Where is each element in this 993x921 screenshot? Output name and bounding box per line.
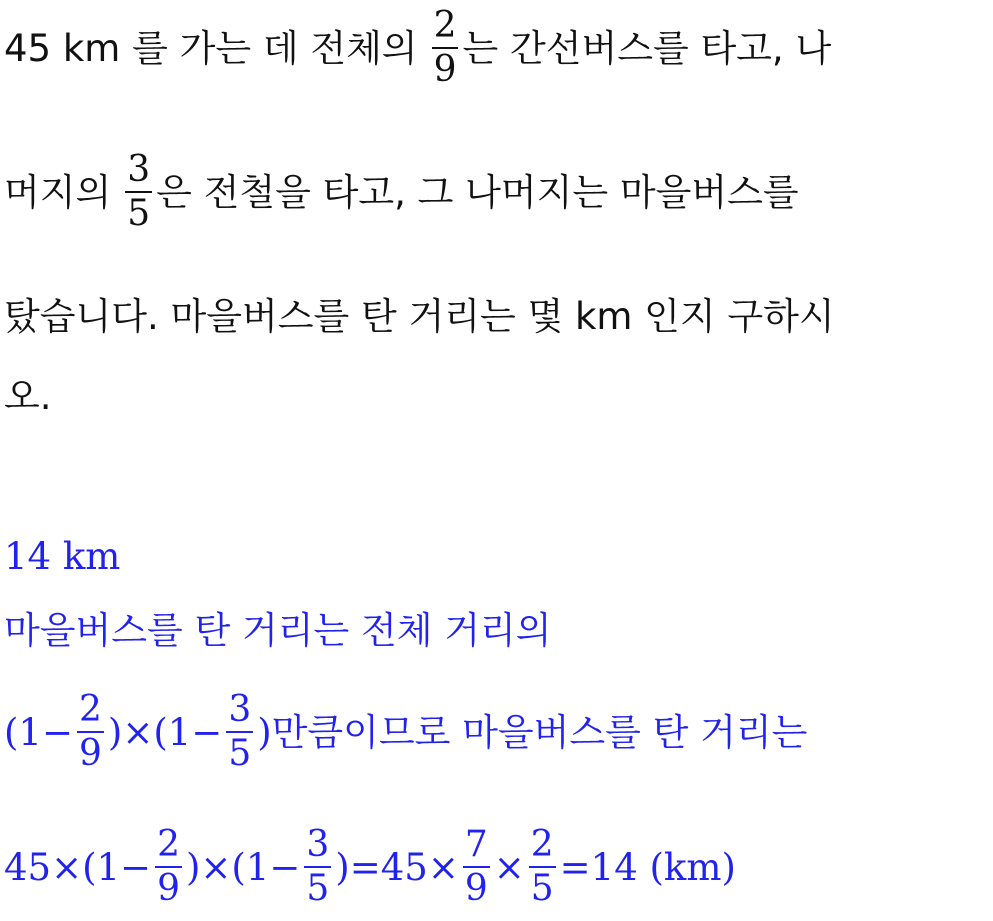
question-line-2 [4, 149, 799, 234]
answer-value: 14 km [4, 535, 121, 578]
question-line-4 [4, 375, 52, 418]
fraction-seven-ninths: $\frac{7}{9}$ [464, 824, 488, 909]
question-line-1 [4, 5, 832, 90]
question-text: 탔습니다. 마을버스를 탄 거리는 몇 km 인지 구하시 [4, 295, 835, 338]
explanation-line-1: 마을버스를 탄 거리는 전체 거리의 [4, 609, 552, 652]
explanation-line-2: (1− $\frac{2}{9}$ )×(1− $\frac{3}{5}$ ) 만큼이므로 마을버스를 탄 거리는 [4, 689, 808, 774]
fraction-two-ninths: $\frac{2}{9}$ [157, 824, 180, 909]
fraction-two-fifths: $\frac{2}{5}$ [530, 824, 554, 909]
fraction-three-fifths: $\frac{3}{5}$ [306, 824, 330, 909]
question-text: 은 전철을 타고, 그 나머지는 마을버스를 [156, 170, 799, 214]
question-text: 오. [4, 375, 52, 418]
question-text: 45 km 를 가는 데 전체의 [4, 26, 418, 70]
explanation-line-3: 45×(1− $\frac{2}{9}$ )×(1− $\frac{3}{5}$ )=45× $\frac{7}{9}$ × $\frac{2}{5}$ =14 (km) [4, 824, 736, 909]
fraction-three-fifths: $\frac{3}{5}$ [127, 149, 151, 234]
question-line-3 [4, 295, 835, 338]
question-text: 는 간선버스를 타고, 나 [462, 26, 832, 70]
fraction-three-fifths: $\frac{3}{5}$ [228, 689, 252, 774]
fraction-two-ninths: $\frac{2}{9}$ [433, 5, 457, 90]
fraction-two-ninths: $\frac{2}{9}$ [78, 689, 102, 774]
question-text: 머지의 [4, 170, 112, 214]
